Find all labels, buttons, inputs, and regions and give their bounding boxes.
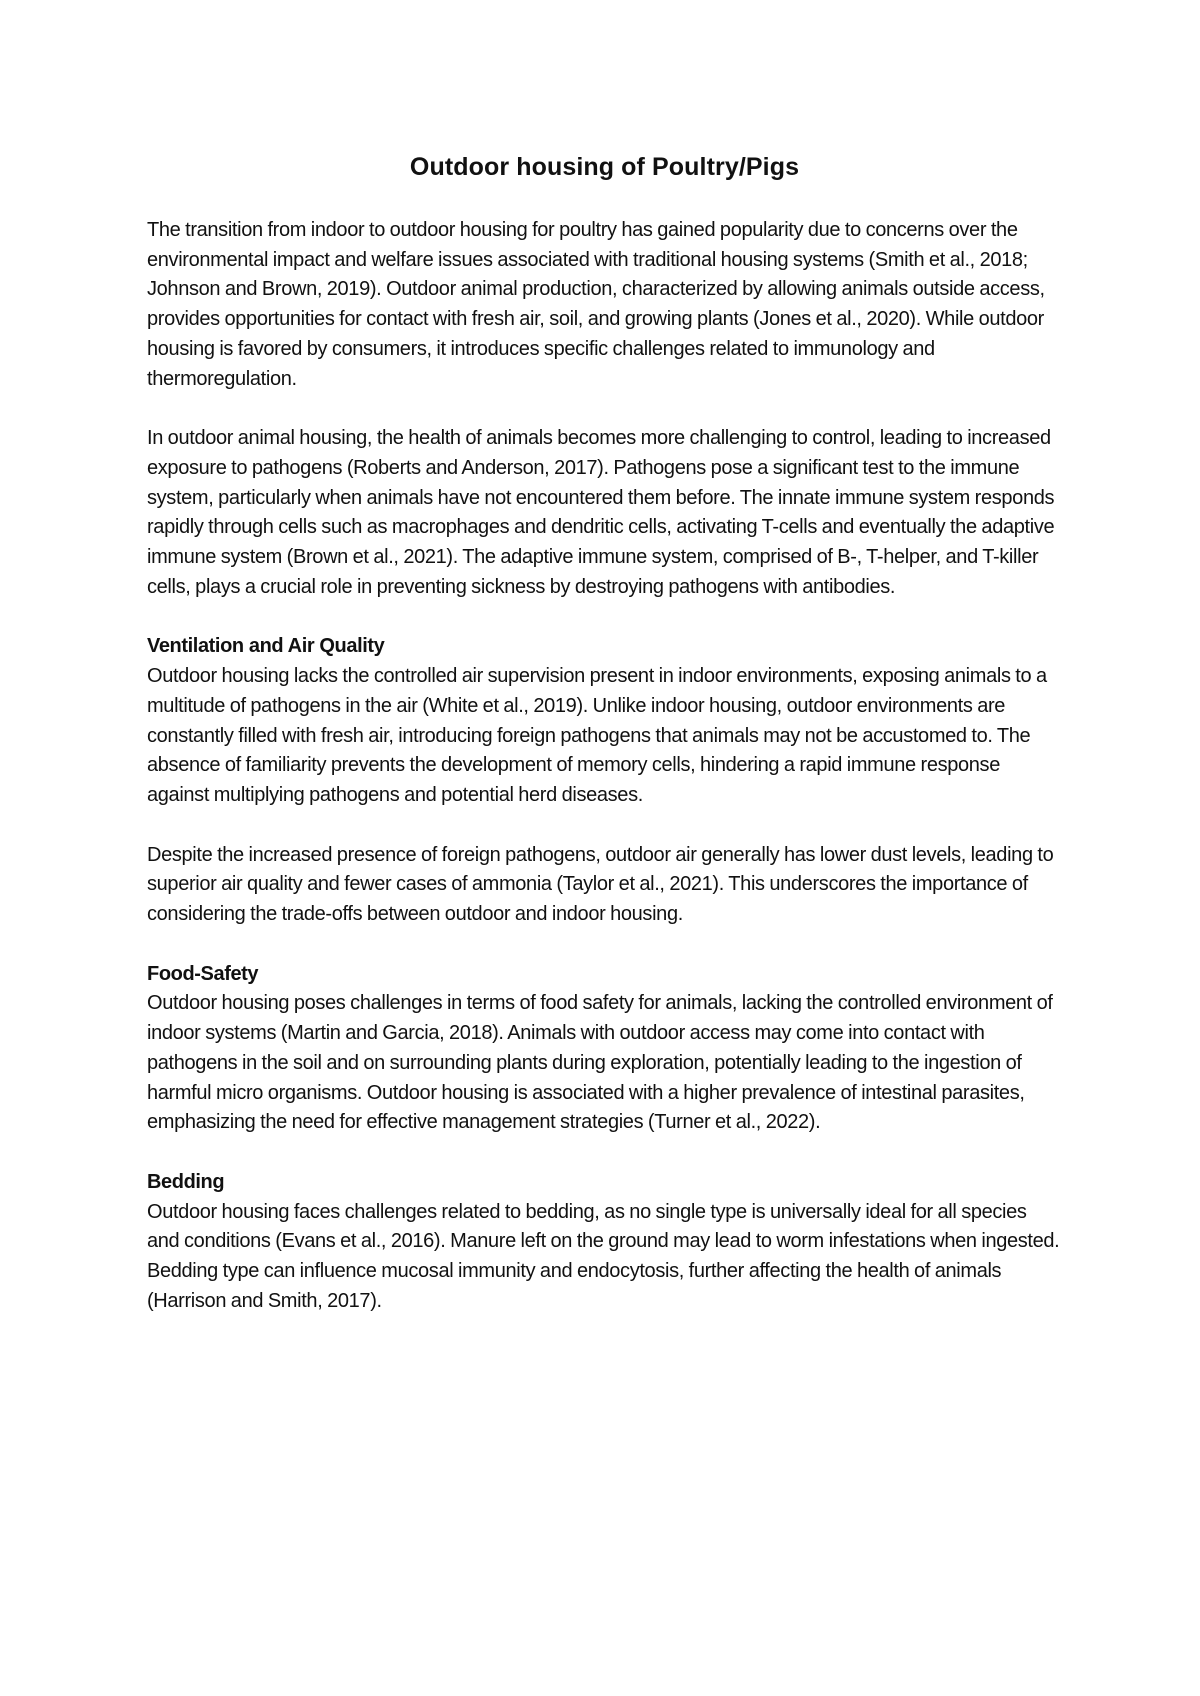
bedding-paragraph: Outdoor housing faces challenges related to bedding, as no single type is universally ideal for all species and conditions (Evans et al., 2016). Manure left on the ground may lead to worm infestations when ingested. Bedding type can influence mucosal immunity and endocytosis, further affecting the health of animals (Harrison and Smith, 2017).	[147, 1200, 1060, 1312]
food-safety-heading: Food-Safety	[147, 962, 259, 985]
ventilation-paragraph-2: Despite the increased presence of foreign pathogens, outdoor air generally has lower dust levels, leading to superior air quality and fewer cases of ammonia (Taylor et al., 2021). This underscores the importance of considering the trade-offs between outdoor and indoor housing.	[147, 843, 1054, 926]
food-safety-paragraph: Outdoor housing poses challenges in terms of food safety for animals, lacking the controlled environment of indoor systems (Martin and Garcia, 2018). Animals with outdoor access may come into contact with pathogens in the soil and on surrounding plants during exploration, potentially leading to the ingestion of harmful micro organisms. Outdoor housing is associated with a higher prevalence of intestinal parasites, emphasizing the need for effective management strategies (Turner et al., 2022).	[147, 992, 1053, 1134]
document-page	[147, 150, 1062, 1317]
document-title: Outdoor housing of Poultry/Pigs	[409, 153, 800, 181]
intro-paragraph-1: The transition from indoor to outdoor housing for poultry has gained popularity due to concerns over the environmental impact and welfare issues associated with traditional housing systems (Smith et al., 2018; Johnson and Brown, 2019). Outdoor animal production, characterized by allowing animals outside access, provides opportunities for contact with fresh air, soil, and growing plants (Jones et al., 2020). While outdoor housing is favored by consumers, it introduces specific challenges related to immunology and thermoregulation.	[147, 219, 1045, 390]
bedding-heading: Bedding	[147, 1170, 225, 1193]
intro-paragraph-2: In outdoor animal housing, the health of animals becomes more challenging to control, leading to increased exposure to pathogens (Roberts and Anderson, 2017). Pathogens pose a significant test to the immune system, particularly when animals have not encountered them before. The innate immune system responds rapidly through cells such as macrophages and dendritic cells, activating T-cells and eventually the adaptive immune system (Brown et al., 2021). The adaptive immune system, comprised of B-, T-helper, and T-killer cells, plays a crucial role in preventing sickness by destroying pathogens with antibodies.	[147, 427, 1055, 598]
ventilation-heading: Ventilation and Air Quality	[147, 635, 385, 658]
ventilation-paragraph-1: Outdoor housing lacks the controlled air supervision present in indoor environments, exposing animals to a multitude of pathogens in the air (White et al., 2019). Unlike indoor housing, outdoor environments are constantly filled with fresh air, introducing foreign pathogens that animals may not be accustomed to. The absence of familiarity prevents the development of memory cells, hindering a rapid immune response against multiplying pathogens and potential herd diseases.	[147, 665, 1047, 806]
